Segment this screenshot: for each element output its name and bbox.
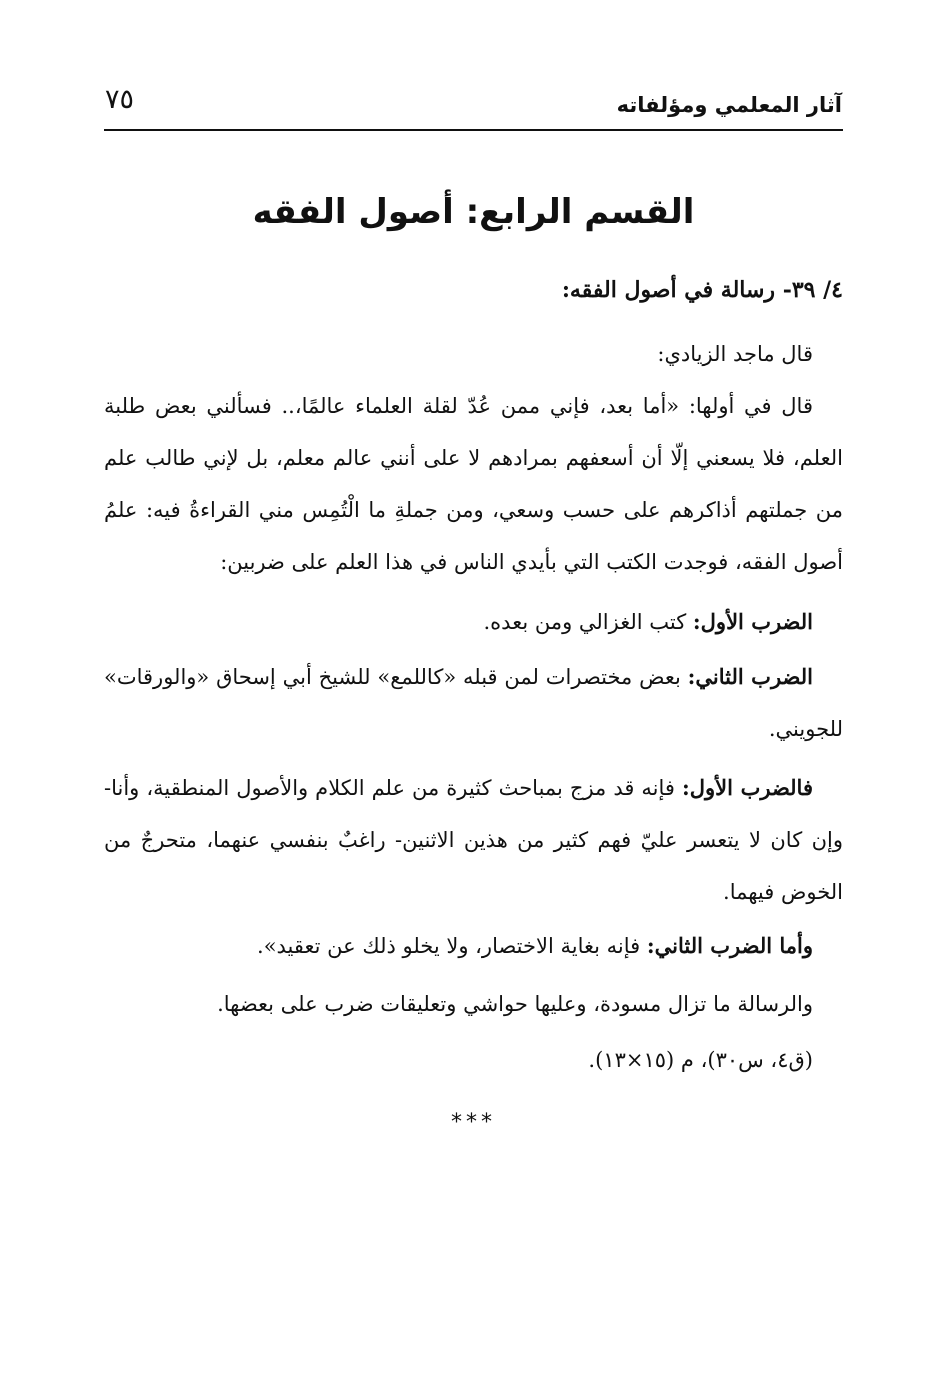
comment-two-text: فإنه بغاية الاختصار، ولا يخلو ذلك عن تعقيد».: [257, 934, 641, 958]
page-number: ٧٥: [105, 84, 135, 115]
entry-title: ٤/ ٣٩- رسالة في أصول الفقه:: [561, 277, 843, 303]
header-rule: [104, 129, 843, 131]
intro-paragraph: قال ماجد الزيادي:: [657, 342, 813, 366]
section-divider-stars: ***: [451, 1110, 496, 1135]
type-two-text: بعض مختصرات لمن قبله «كاللمع» للشيخ أبي إسحاق «والورقات» للجويني.: [104, 665, 843, 741]
running-header: [105, 82, 842, 126]
type-two-label: الضرب الثاني:: [687, 664, 813, 689]
running-title: آثار المعلمي ومؤلفاته: [616, 93, 842, 117]
type-one-text: كتب الغزالي ومن بعده.: [483, 610, 687, 634]
comment-one-text: فإنه قد مزج بمباحث كثيرة من علم الكلام والأصول المنطقية، وأنا- وإن كان لا يتعسر عليّ فهم كثير من هذين الاثنين- راغبٌ بنفسي عنهما، متحرجٌ من الخوض فيهما.: [104, 776, 843, 904]
comment-one-paragraph: [104, 762, 843, 918]
section-heading: القسم الرابع: أصول الفقه: [252, 192, 695, 232]
description-paragraph: والرسالة ما تزال مسودة، وعليها حواشي وتعليقات ضرب على بعضها.: [217, 992, 813, 1016]
comment-two-paragraph: [104, 920, 843, 972]
comment-two-label: وأما الضرب الثاني:: [646, 933, 813, 958]
type-one-paragraph: [104, 596, 843, 648]
type-two-paragraph: [104, 651, 843, 755]
quote-paragraph: قال في أولها: «أما بعد، فإني ممن عُدّ لقلة العلماء عالمًا،.. فسألني بعض طلبة العلم، فلا يسعني إلّا أن أسعفهم بمرادهم لا على أنني عالم معلم، بل لإني طالب علم من جملتهم أذاكرهم على حسب وسعي، ومن جملةِ ما الْتُمِس مني القراءةُ فيه: علمُ أصول الفقه، فوجدت الكتب التي بأيدي الناس في هذا العلم على ضربين:: [104, 394, 843, 574]
comment-one-label: فالضرب الأول:: [681, 775, 813, 800]
type-one-label: الضرب الأول:: [692, 609, 813, 634]
reference-paragraph: (ق٤، س٣٠)، م (١٥×١٣).: [588, 1048, 813, 1072]
